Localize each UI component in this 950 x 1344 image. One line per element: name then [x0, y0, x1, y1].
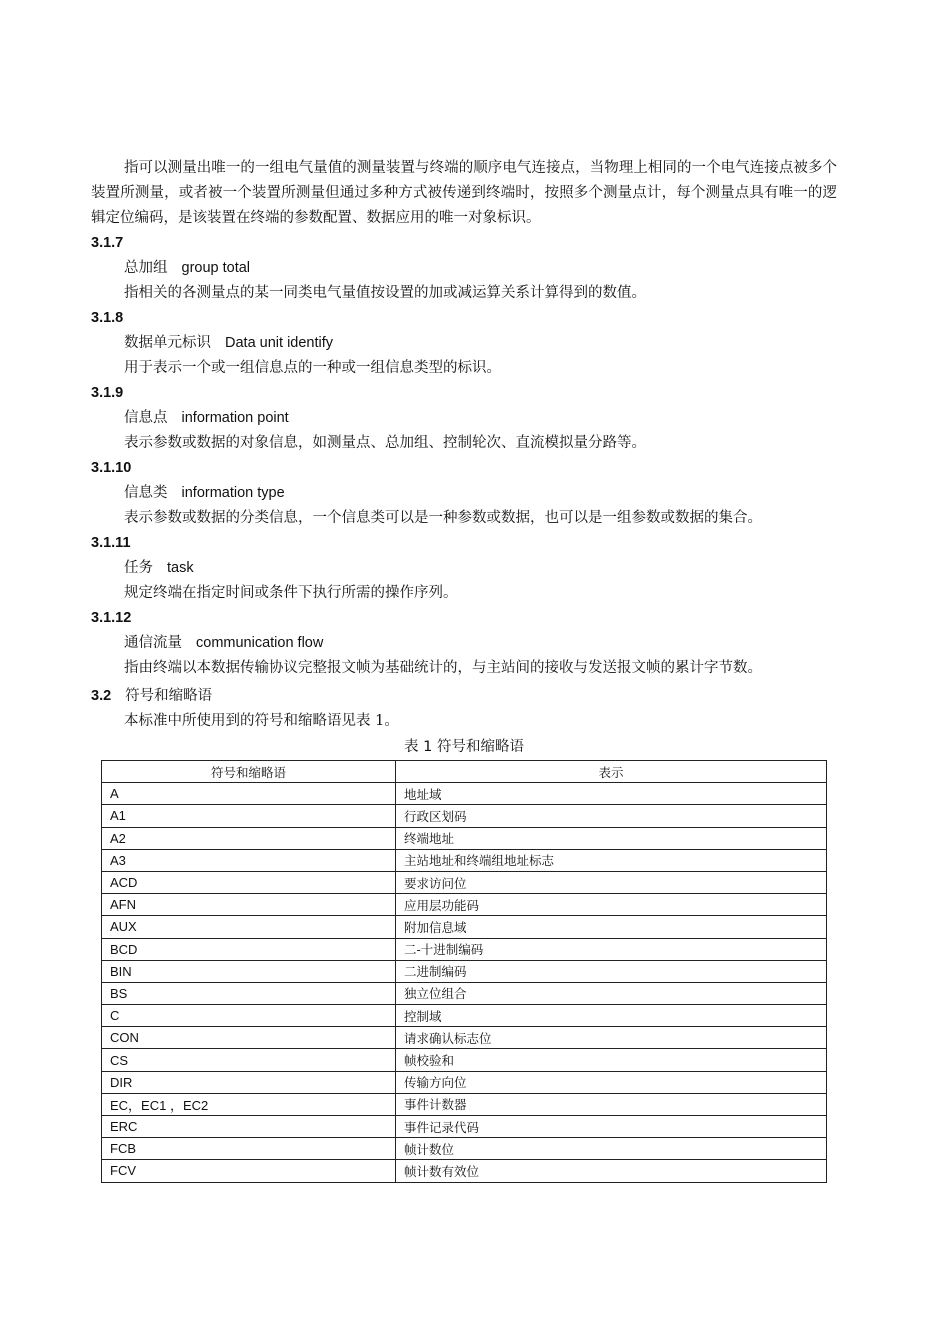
cell-meaning: 二进制编码	[396, 960, 827, 982]
table-row	[102, 1138, 827, 1160]
term-definition: 表示参数或数据的分类信息，一个信息类可以是一种参数或数据，也可以是一组参数或数据的集合。	[124, 510, 762, 526]
term-chinese: 通信流量	[124, 635, 182, 651]
term-chinese: 信息类	[124, 485, 168, 501]
cell-symbol: FCB	[102, 1138, 396, 1160]
table-row	[102, 783, 827, 805]
term-definition: 指由终端以本数据传输协议完整报文帧为基础统计的，与主站间的接收与发送报文帧的累计字节数。	[124, 660, 762, 676]
table-body	[102, 783, 827, 1182]
document-page	[91, 156, 837, 1183]
cell-meaning: 帧计数有效位	[396, 1160, 827, 1182]
cell-meaning: 地址域	[396, 783, 827, 805]
term-english: information point	[181, 410, 289, 426]
term-chinese: 数据单元标识	[124, 335, 211, 351]
cell-symbol: CON	[102, 1027, 396, 1049]
table-row	[102, 1116, 827, 1138]
term-chinese: 信息点	[124, 410, 168, 426]
cell-meaning: 控制域	[396, 1005, 827, 1027]
symbols-table	[101, 760, 827, 1183]
cell-meaning: 事件计数器	[396, 1093, 827, 1115]
section-heading-3-2	[91, 684, 837, 709]
cell-meaning: 事件记录代码	[396, 1116, 827, 1138]
term-definition: 用于表示一个或一组信息点的一种或一组信息类型的标识。	[124, 360, 501, 376]
cell-meaning: 帧计数位	[396, 1138, 827, 1160]
cell-meaning: 行政区划码	[396, 805, 827, 827]
term-definition: 指相关的各测量点的某一同类电气量值按设置的加或减运算关系计算得到的数值。	[124, 285, 646, 301]
cell-symbol: AUX	[102, 916, 396, 938]
cell-meaning: 二-十进制编码	[396, 938, 827, 960]
term-line	[91, 556, 837, 581]
term-definition: 表示参数或数据的对象信息，如测量点、总加组、控制轮次、直流模拟量分路等。	[124, 435, 646, 451]
cell-meaning: 附加信息域	[396, 916, 827, 938]
table-row	[102, 1093, 827, 1115]
table-row	[102, 1049, 827, 1071]
column-header-symbol: 符号和缩略语	[102, 761, 396, 783]
cell-symbol: ERC	[102, 1116, 396, 1138]
cell-meaning: 要求访问位	[396, 871, 827, 893]
cell-symbol: BCD	[102, 938, 396, 960]
term-chinese: 任务	[124, 560, 153, 576]
clause-number: 3.1.11	[91, 535, 131, 551]
section-number: 3.2	[91, 688, 112, 704]
cell-meaning: 传输方向位	[396, 1071, 827, 1093]
clause-number: 3.1.9	[91, 385, 124, 401]
cell-symbol: DIR	[102, 1071, 396, 1093]
table-row	[102, 849, 827, 871]
table-row	[102, 805, 827, 827]
term-english: group total	[181, 260, 251, 276]
table-row	[102, 960, 827, 982]
term-english: information type	[181, 485, 285, 501]
cell-symbol: ACD	[102, 871, 396, 893]
definition-sections	[91, 231, 837, 681]
table-caption: 表 1 符号和缩略语	[404, 739, 524, 755]
section-title: 符号和缩略语	[125, 688, 213, 704]
term-english: Data unit identify	[225, 335, 334, 351]
term-english: task	[167, 560, 194, 576]
section-intro: 本标准中所使用到的符号和缩略语见表 1。	[124, 713, 399, 729]
term-chinese: 总加组	[124, 260, 168, 276]
cell-symbol: EC，EC1 ，EC2	[102, 1093, 396, 1115]
table-row	[102, 827, 827, 849]
cell-symbol: A1	[102, 805, 396, 827]
cell-symbol: A2	[102, 827, 396, 849]
clause-number: 3.1.12	[91, 610, 132, 626]
cell-symbol: AFN	[102, 894, 396, 916]
cell-meaning: 请求确认标志位	[396, 1027, 827, 1049]
term-line	[91, 256, 837, 281]
table-row	[102, 1005, 827, 1027]
table-row	[102, 1071, 827, 1093]
cell-meaning: 应用层功能码	[396, 894, 827, 916]
table-row	[102, 894, 827, 916]
cell-symbol: CS	[102, 1049, 396, 1071]
term-definition: 规定终端在指定时间或条件下执行所需的操作序列。	[124, 585, 458, 601]
cell-symbol: FCV	[102, 1160, 396, 1182]
term-line	[91, 631, 837, 656]
table-row	[102, 938, 827, 960]
paragraph-measurement-point: 指可以测量出唯一的一组电气量值的测量装置与终端的顺序电气连接点，当物理上相同的一个电气连接点被多个装置所测量，或者被一个装置所测量但通过多种方式被传递到终端时，按照多个测量点计，每个测量点具有唯一的逻辑定位编码，是该装置在终端的参数配置、数据应用的唯一对象标识。	[91, 160, 837, 226]
table-row	[102, 916, 827, 938]
cell-meaning: 独立位组合	[396, 982, 827, 1004]
term-line	[91, 481, 837, 506]
term-line	[91, 406, 837, 431]
table-row	[102, 1027, 827, 1049]
cell-symbol: BS	[102, 982, 396, 1004]
cell-meaning: 帧校验和	[396, 1049, 827, 1071]
clause-number: 3.1.10	[91, 460, 132, 476]
table-header-row	[102, 761, 827, 783]
term-english: communication flow	[196, 635, 324, 651]
cell-symbol: A	[102, 783, 396, 805]
clause-number: 3.1.8	[91, 310, 124, 326]
cell-meaning: 终端地址	[396, 827, 827, 849]
cell-symbol: BIN	[102, 960, 396, 982]
cell-symbol: A3	[102, 849, 396, 871]
table-row	[102, 1160, 827, 1182]
cell-meaning: 主站地址和终端组地址标志	[396, 849, 827, 871]
term-line	[91, 331, 837, 356]
clause-number: 3.1.7	[91, 235, 124, 251]
table-row	[102, 871, 827, 893]
column-header-meaning: 表示	[396, 761, 827, 783]
table-row	[102, 982, 827, 1004]
cell-symbol: C	[102, 1005, 396, 1027]
